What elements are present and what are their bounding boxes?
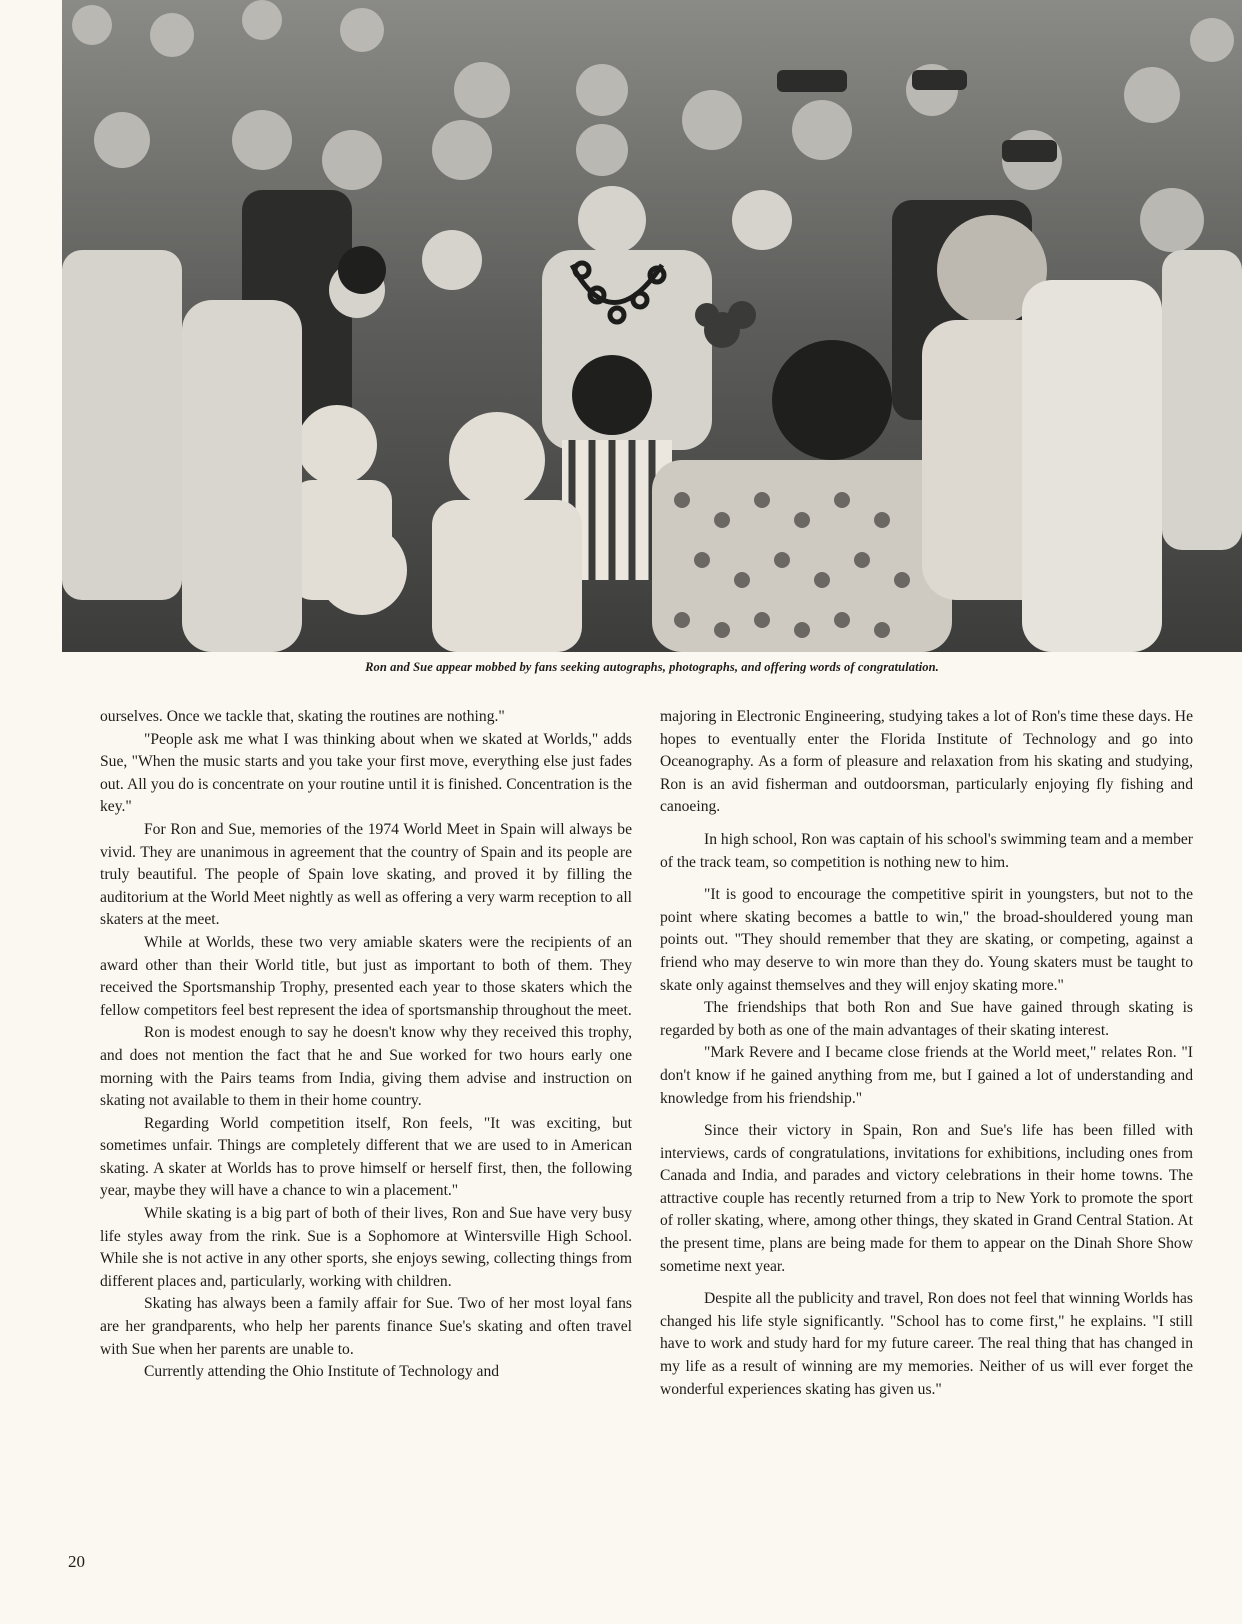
crowd-photo (62, 0, 1242, 652)
paragraph: For Ron and Sue, memories of the 1974 World Meet in Spain will always be vivid. They are unanimous in agreement that the country of Spain and its people are truly beautiful. The people of Spain love skating, and proved it by filling the auditorium at the World Meet nightly as well as offering a very warm reception to all skaters at the meet. (100, 820, 632, 929)
paragraph: ourselves. Once we tackle that, skating the routines are nothing." (100, 708, 505, 725)
paragraph: Despite all the publicity and travel, Ron does not feel that winning Worlds has changed his life style significantly. "School has to come first," he explains. "I still have to work and study hard for my future career. The real thing that has changed in my life as a result of winning are my memories. Neither of us will ever forget the wonderful experiences skating has given us." (660, 1290, 1193, 1398)
paragraph: Skating has always been a family affair for Sue. Two of her most loyal fans are her grandparents, who help her parents finance Sue's skating and often travel with Sue when her parents are unable to. (100, 1295, 632, 1358)
paragraph: Currently attending the Ohio Institute of Technology and (144, 1363, 500, 1381)
paragraph: Regarding World competition itself, Ron feels, "It was exciting, but sometimes unfair. Things are completely different that we are used to in American skating. A skater at Worlds has to prove himself or herself first, then, the following year, maybe they will have a chance to win a placement." (100, 1114, 632, 1200)
photo-caption: Ron and Sue appear mobbed by fans seeking autographs, photographs, and offering words of congratulation. (365, 660, 939, 674)
left-column (100, 706, 632, 1384)
crowd-photo-image (62, 0, 1242, 652)
paragraph: majoring in Electronic Engineering, studying takes a lot of Ron's time these days. He hopes to eventually enter the Florida Institute of Technology and go into Oceanography. As a form of pleasure and relaxation from his skating and studying, Ron is an avid fisherman and outdoorsman, particularly enjoying fly fishing and canoeing. (660, 708, 1193, 816)
paragraph: Since their victory in Spain, Ron and Sue's life has been filled with interviews, cards of congratulations, invitations for exhibitions, including ones from Canada and India, and parades and victory celebrations in their home towns. The attractive couple has recently returned from a trip to New York to promote the sport of roller skating, where, among other things, they skated in Grand Central Station. At the present time, plans are being made for them to appear on the Dinah Shore Show sometime next year. (660, 1122, 1193, 1275)
right-column (660, 706, 1193, 1401)
paragraph: "It is good to encourage the competitive spirit in youngsters, but not to the point where skating becomes a battle to win," the broad-shouldered young man points out. "They should remember that they are skating, or competing, against a friend who may deserve to win more than they do. Young skaters must be taught to skate only against themselves and they will enjoy skating more." (660, 886, 1193, 994)
page-number: 20 (68, 1552, 85, 1571)
paragraph: Ron is modest enough to say he doesn't know why they received this trophy, and does not mention the fact that he and Sue worked for two hours early one morning with the Pairs teams from India, giving them advise and instruction on skating not available to them in their home country. (100, 1024, 632, 1110)
paragraph: The friendships that both Ron and Sue have gained through skating is regarded by both as one of the main advantages of their skating interest. (660, 999, 1193, 1039)
paragraph: While skating is a big part of both of their lives, Ron and Sue have very busy life styles away from the rink. Sue is a Sophomore at Wintersville High School. While she is not active in any other sports, she enjoys sewing, collecting things from different places and, particularly, working with children. (100, 1205, 632, 1290)
paragraph: "People ask me what I was thinking about when we skated at Worlds," adds Sue, "When the music starts and you take your first move, everything else just fades out. All you do is concentrate on your routine until it is finished. Concentration is the key." (100, 730, 632, 816)
paragraph: "Mark Revere and I became close friends at the World meet," relates Ron. "I don't know if he gained anything from me, but I gained a lot of understanding and knowledge from his friendship." (660, 1044, 1193, 1107)
paragraph: In high school, Ron was captain of his school's swimming team and a member of the track team, so competition is nothing new to him. (660, 830, 1193, 871)
paragraph: While at Worlds, these two very amiable skaters were the recipients of an award other than their World title, but just as important to both of them. They received the Sportsmanship Trophy, presented each year to those skaters which the fellow competitors feel best represent the idea of sportsmanship throughout the meet. (100, 933, 632, 1019)
